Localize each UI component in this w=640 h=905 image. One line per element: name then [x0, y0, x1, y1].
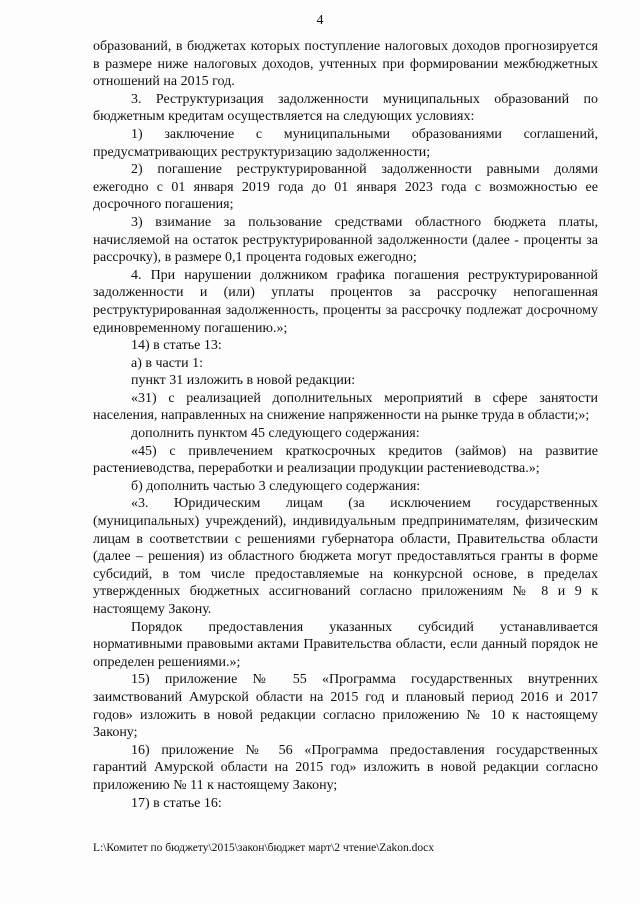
file-path-footer: L:\Комитет по бюджету\2015\закон\бюджет март\2 чтение\Zakon.docx: [93, 842, 435, 854]
paragraph: «31) с реализацией дополнительных мероприятий в сфере занятости населения, направленных на снижение напряженности на рынке труда в области;»;: [93, 390, 598, 424]
paragraph: б) дополнить частью 3 следующего содержания:: [131, 478, 421, 494]
paragraph: 3) взимание за пользование средствами областного бюджета платы, начисляемой на остаток реструктурированной задолженности (далее - проценты за рассрочку), в размере 0,1 процента годовых ежегодно;: [93, 214, 598, 266]
paragraph: «45) с привлечением краткосрочных кредитов (займов) на развитие растениеводства, переработки и реализации продукции растениеводства.»;: [93, 443, 598, 477]
paragraph: пункт 31 изложить в новой редакции:: [131, 373, 356, 389]
page-number: 4: [316, 13, 324, 28]
paragraph: Порядок предоставления указанных субсидий устанавливается нормативными правовыми актами Правительства области, если данный порядок не определен решениями.»;: [93, 619, 598, 670]
paragraph: 1) заключение с муниципальными образованиями соглашений, предусматривающих реструктуризацию задолженности;: [93, 126, 598, 160]
paragraph: 15) приложение № 55 «Программа государственных внутренних заимствований Амурской области на 2015 год и плановый период 2016 и 2017 годов» изложить в новой редакции согласно приложению № 10 к настоящему Закону;: [93, 672, 598, 741]
paragraph: 3. Реструктуризация задолженности муниципальных образований по бюджетным кредитам осуществляется на следующих условиях:: [93, 91, 598, 125]
paragraph: 14) в статье 13:: [131, 338, 222, 354]
paragraph: 16) приложение № 56 «Программа предоставления государственных гарантий Амурской области на 2015 год» изложить в новой редакции согласно приложению № 11 к настоящему Закону;: [93, 742, 598, 793]
document-body: [93, 38, 598, 812]
paragraph: а) в части 1:: [131, 355, 203, 371]
paragraph: 17) в статье 16:: [131, 795, 222, 811]
paragraph: 4. При нарушении должником графика погашения реструктурированной задолженности и (или) уплаты процентов за рассрочку непогашенная реструктурированная задолженность, проценты за рассрочку подлежат досрочному единовременному погашению.»;: [93, 267, 598, 336]
paragraph: «3. Юридическим лицам (за исключением государственных (муниципальных) учреждений), индивидуальным предпринимателям, физическим лицам в соответствии с решениями губернатора области, Правительства области (далее – решения) из областного бюджета могут предоставляться гранты в форме субсидий, в том числе предоставляемые на конкурсной основе, в пределах утвержденных бюджетных ассигнований согласно приложениям № 8 и 9 к настоящему Закону.: [93, 496, 598, 617]
paragraph: образований, в бюджетах которых поступление налоговых доходов прогнозируется в размере ниже налоговых доходов, учтенных при формировании межбюджетных отношений на 2015 год.: [93, 39, 598, 90]
paragraph: дополнить пунктом 45 следующего содержания:: [131, 426, 420, 442]
paragraph: 2) погашение реструктурированной задолженности равными долями ежегодно с 01 января 2019 года до 01 января 2023 года с возможностью ее досрочного погашения;: [93, 162, 598, 213]
